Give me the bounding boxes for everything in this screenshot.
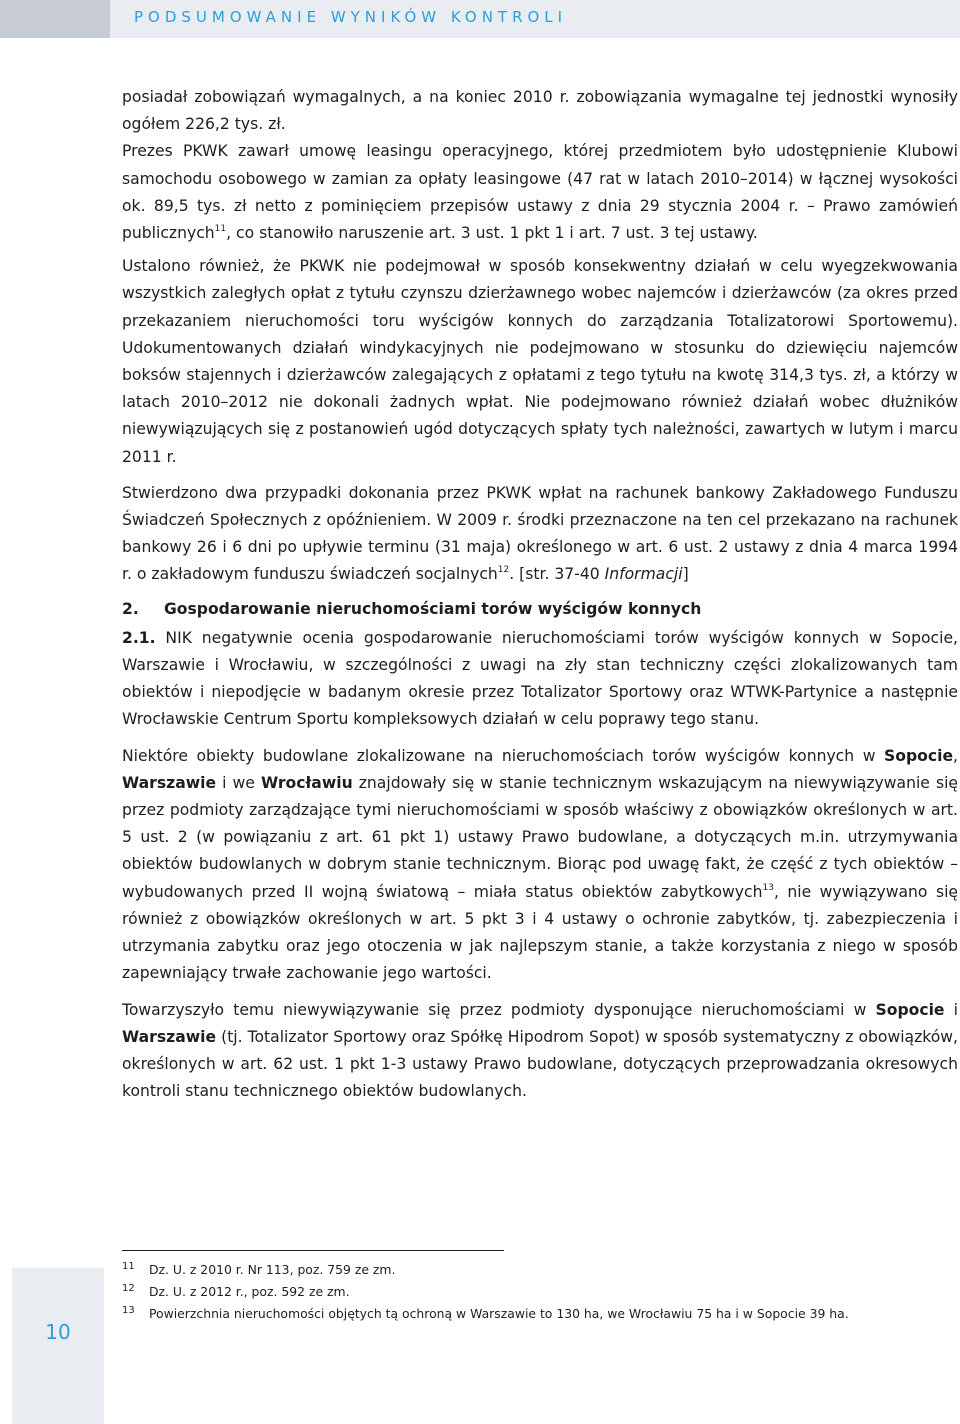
footnote-number: 12 [122,1283,135,1294]
footnote-text: Dz. U. z 2010 r. Nr 113, poz. 759 ze zm. [149,1262,396,1277]
footnote-number: 13 [122,1305,135,1316]
paragraph-text: znajdowały się w stanie technicznym wskazującym na niewywiązywanie się przez podmioty zarządzające tymi nieruchomościami w sposób właściwy z obowiązków określonych w art. 5 ust. 2 (w powiązaniu z art. 61 pkt 1) ustawy Prawo budowlane, a dotyczących m.in. utrzymywania obiektów budowlanych w dobrym stanie technicznym. Biorąc pod uwagę fakt, że część z tych obiektów – wybudowanych przed II wojną światową – miała status obiektów zabytkowych [122,773,958,901]
paragraph-text: posiadał zobowiązań wymagalnych, a na koniec 2010 r. zobowiązania wymagalne tej jednostki wynosiły ogółem 226,2 tys. zł. [122,88,958,134]
footnote-text: Powierzchnia nieruchomości objętych tą ochroną w Warszawie to 130 ha, we Wrocławiu 75 ha i w Sopocie 39 ha. [149,1306,849,1321]
paragraph-text: ] [682,565,689,584]
paragraph-text: , co stanowiło naruszenie art. 3 ust. 1 pkt 1 i art. 7 ust. 3 tej ustawy. [226,224,758,243]
footnote-ref-12[interactable]: 12 [497,565,510,576]
footnote-text: Dz. U. z 2012 r., poz. 592 ze zm. [149,1284,350,1299]
paragraph-text: , [953,746,958,765]
paragraph-text: Stwierdzono dwa przypadki dokonania przez PKWK wpłat na rachunek bankowy Zakładowego Funduszu Świadczeń Społecznych z opóźnieniem. W 2009 r. środki przeznaczone na ten cel przekazano na rachunek bankowy 26 i 6 dni po upływie terminu (31 maja) określonego w art. 6 ust. 2 ustawy z dnia 4 marca 1994 r. o zakładowym funduszu świadczeń socjalnych [122,483,958,584]
paragraph-text: (tj. Totalizator Sportowy oraz Spółkę Hipodrom Sopot) w sposób systematyczny z obowiązków, określonych w art. 62 ust. 1 pkt 1-3 ustawy Prawo budowlane, dotyczących przeprowadzania okresowych kontroli stanu technicznego obiektów budowlanych. [122,1027,958,1101]
section-heading-text: Gospodarowanie nieruchomościami torów wyścigów konnych [164,599,702,618]
paragraph-inspections [122,997,958,1106]
paragraph-continuation [122,84,958,138]
header-bar [0,0,960,38]
footnote-divider [122,1250,504,1251]
paragraph-text: Niektóre obiekty budowlane zlokalizowane na nieruchomościach torów wyścigów konnych w [122,746,885,765]
paragraph-text: . [str. 37-40 [509,565,605,584]
footnote-13 [122,1303,958,1325]
paragraph-assessment [122,625,958,734]
footnote-number: 11 [122,1261,135,1272]
paragraph-text: , nie wywiązywano się również z obowiązków określonych w art. 5 pkt 3 i 4 ustawy o ochronie zabytków, tj. zabezpieczenia i utrzymania zabytku oraz jego otoczenia w jak najlepszym stanie, a także korzystania z niego w sposób zapewniający trwałe zachowanie jego wartości. [122,882,958,983]
reference-italic: Informacji [604,565,683,584]
paragraph-text: Prezes PKWK zawarł umowę leasingu operacyjnego, której przedmiotem było udostępnienie Klubowi samochodu osobowego w zamian za opłaty leasingowe (47 rat w latach 2010–2014) w łącznej wysokości ok. 89,5 tys. zł netto z pominięciem przepisów ustawy z dnia 29 stycznia 2004 r. – Prawo zamówień publicznych [122,142,958,243]
emphasis-sopot: Sopocie [875,1000,945,1019]
footnote-ref-13[interactable]: 13 [762,882,774,893]
paragraph-rent-collection [122,253,958,471]
emphasis-warszawa: Warszawie [122,1027,217,1046]
header-accent-block [0,0,110,38]
section-heading-number: 2. [122,599,139,618]
section-title: PODSUMOWANIE WYNIKÓW KONTROLI [134,8,568,26]
footnote-12 [122,1281,958,1303]
paragraph-text: Ustalono również, że PKWK nie podejmował w sposób konsekwentny działań w celu wyegzekwowania wszystkich zaległych opłat z tytułu czynszu dzierżawnego wobec najemców i dzierżawców (za okres przed przekazaniem nieruchomości toru wyścigów konnych do zarządzania Totalizatorowi Sportowemu). Udokumentowanych działań windykacyjnych nie podejmowano w stosunku do dziewięciu najemców boksów stajennych i dzierżawców zalegających z opłatami z tego tytułu na kwotę 314,3 tys. zł, a którzy w latach 2010–2012 nie dokonali żadnych wpłat. Nie podejmowano również działań wobec dłużników niewywiązujących się z postanowień ugód dotyczących spłaty tych należności, zawartych w lutym i marcu 2011 r. [122,257,958,466]
paragraph-social-fund [122,480,958,589]
emphasis-warszawa: Warszawie [122,773,217,792]
page-number: 10 [45,1320,71,1344]
footnote-11 [122,1259,958,1281]
paragraph-text: Towarzyszyło temu niewywiązywanie się przez podmioty dysponujące nieruchomościami w [122,1000,876,1019]
emphasis-sopot: Sopocie [884,746,954,765]
emphasis-wroclaw: Wrocławiu [260,773,353,792]
footnote-ref-11[interactable]: 11 [214,224,227,235]
page-number-tab [12,1268,104,1424]
paragraph-leasing [122,138,958,247]
subsection-number: 2.1. [122,628,156,647]
section-heading [122,596,958,623]
paragraph-text: i we [216,773,261,792]
paragraph-technical-state [122,743,958,988]
main-content [122,84,958,1105]
paragraph-text: i [944,1000,958,1019]
paragraph-text: NIK negatywnie ocenia gospodarowanie nieruchomościami torów wyścigów konnych w Sopocie, Warszawie i Wrocławiu, w szczególności z uwagi na zły stan techniczny części zlokalizowanych tam obiektów i niepodjęcie w badanym okresie przez Totalizator Sportowy oraz WTWK-Partynice a następnie Wrocławskie Centrum Sportu kompleksowych działań w celu poprawy tego stanu. [122,628,958,729]
footnotes [122,1259,958,1325]
